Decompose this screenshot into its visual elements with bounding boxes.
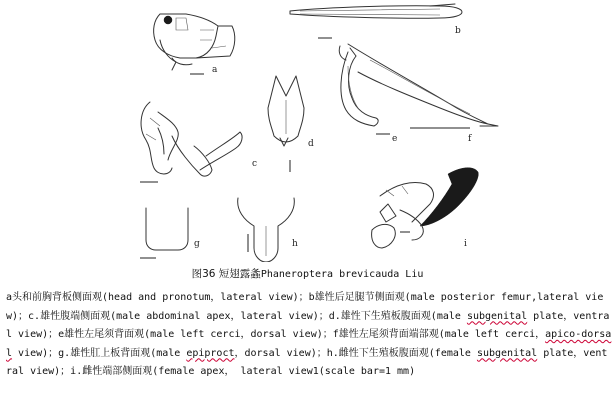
caption-text: view)；g.雄性肛上板背面观(male	[12, 347, 187, 359]
caption-text: ，dorsal view)；h.雌性下生殖板腹面观(female	[234, 347, 477, 359]
panel-label-c: c	[252, 159, 258, 169]
species-name: Phaneroptera brevicauda Liu	[260, 269, 424, 280]
caption-text: a头和前胸背板侧面观(head and pronotum，lateral view)；b雄性后足腿节侧面观(male posterior femur,lateral view)；c.雄性腹端侧面观(male abdominal apex，lateral view)；d.雄性下生殖板腹面观(male	[6, 292, 604, 322]
caption-text: plate，ventral view)；i.雌性端部侧面观(female apex， lateral view1(scale bar=1 mm)	[6, 347, 608, 377]
panel-label-a: a	[212, 65, 218, 75]
caption-text: plate，ventral view)；e雄性左尾须背面观(male left cerci，dorsal view)；f雄性左尾须背面端部观(male left cerci，	[6, 310, 610, 340]
panel-f-drawing	[339, 44, 498, 128]
caption-underlined-term: subgenital	[466, 310, 528, 322]
panel-label-e: e	[392, 134, 398, 144]
panel-e-drawing	[341, 48, 390, 134]
panel-label-d: d	[308, 139, 314, 149]
panel-label-g: g	[194, 239, 200, 249]
panel-label-i: i	[464, 239, 467, 249]
panel-label-f: f	[468, 134, 472, 144]
panel-d-drawing	[268, 76, 304, 172]
caption-underlined-term: apico-dorsal	[6, 329, 612, 359]
caption-underlined-term: epiproct	[186, 347, 235, 359]
figure-caption	[6, 289, 612, 382]
figure-title-prefix: 图36 短翅露螽	[191, 268, 261, 280]
caption-underlined-term: subgenital	[476, 347, 538, 359]
panel-c-drawing	[140, 102, 242, 182]
panel-label-h: h	[292, 239, 298, 249]
panel-i-drawing	[372, 168, 479, 248]
panel-g-drawing	[140, 208, 188, 258]
panel-b-drawing	[290, 4, 462, 38]
figure-title	[0, 267, 615, 282]
panel-label-b: b	[455, 26, 461, 36]
panel-a-drawing	[154, 14, 235, 74]
panel-h-drawing	[238, 198, 295, 262]
